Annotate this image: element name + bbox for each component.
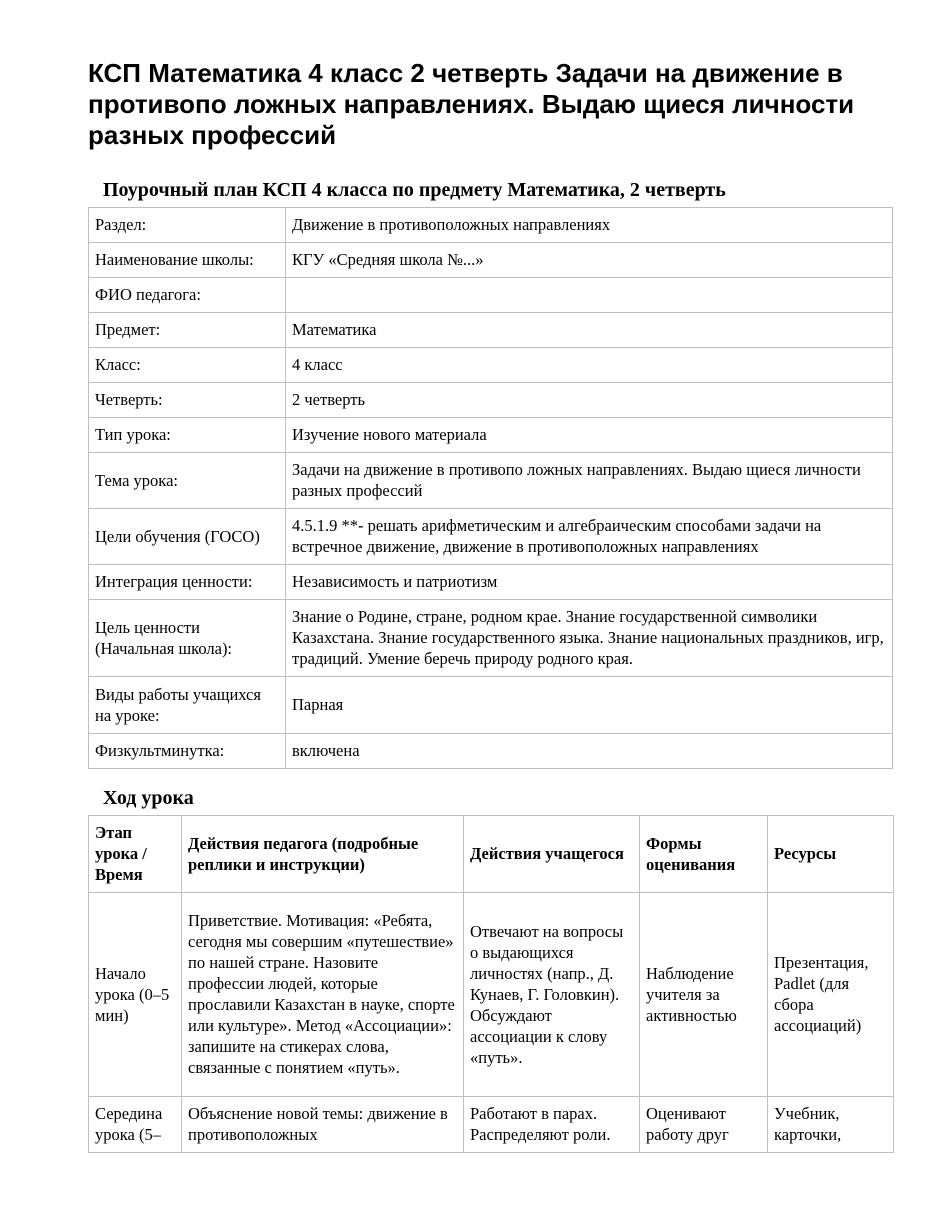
info-value: Независимость и патриотизм — [286, 565, 893, 600]
plan-cell-teacher: Объяснение новой темы: движение в противоположных — [182, 1097, 464, 1153]
info-row — [89, 348, 893, 383]
info-row — [89, 677, 893, 734]
info-value: 4 класс — [286, 348, 893, 383]
plan-heading: Поурочный план КСП 4 класса по предмету Математика, 2 четверть — [103, 179, 726, 201]
plan-cell-resources: Презентация, Padlet (для сбора ассоциаций) — [768, 893, 894, 1097]
plan-cell-student: Работают в парах. Распределяют роли. — [464, 1097, 640, 1153]
plan-cell-assessment: Оценивают работу друг — [640, 1097, 768, 1153]
info-label: Предмет: — [89, 313, 286, 348]
info-row — [89, 313, 893, 348]
info-value: Задачи на движение в противопо ложных направлениях. Выдаю щиеся личности разных профессий — [286, 453, 893, 509]
info-value — [286, 278, 893, 313]
info-value: 4.5.1.9 **- решать арифметическим и алгебраическим способами задачи на встречное движение, движение в противоположных направлениях — [286, 509, 893, 565]
info-row — [89, 383, 893, 418]
plan-cell-assessment: Наблюдение учителя за активностью — [640, 893, 768, 1097]
info-row — [89, 453, 893, 509]
plan-cell-stage: Середина урока (5– — [89, 1097, 182, 1153]
info-row — [89, 509, 893, 565]
info-value: включена — [286, 734, 893, 769]
header-student-actions: Действия учащегося — [464, 816, 640, 893]
plan-header-row — [89, 816, 894, 893]
plan-row — [89, 1097, 894, 1153]
info-row — [89, 208, 893, 243]
info-value: 2 четверть — [286, 383, 893, 418]
lesson-plan-table — [88, 815, 894, 1153]
info-row — [89, 734, 893, 769]
document-title: КСП Математика 4 класс 2 четверть Задачи на движение в противопо ложных направлениях. Выдаю щиеся личности разных профессий — [88, 58, 855, 150]
plan-cell-teacher: Приветствие. Мотивация: «Ребята, сегодня мы совершим «путешествие» по нашей стране. Назовите профессии людей, которые прославили Казахстан в науке, спорте или культуре». Метод «Ассоциации»: запишите на стикерах слова, связанные с понятием «путь». — [182, 893, 464, 1097]
lesson-info-table — [88, 207, 893, 769]
info-row — [89, 600, 893, 677]
plan-row — [89, 893, 894, 1097]
header-assessment: Формы оценивания — [640, 816, 768, 893]
info-row — [89, 243, 893, 278]
info-label: Цель ценности (Начальная школа): — [89, 600, 286, 677]
info-label: Четверть: — [89, 383, 286, 418]
lesson-heading: Ход урока — [103, 787, 194, 809]
info-label: Раздел: — [89, 208, 286, 243]
info-row — [89, 565, 893, 600]
info-label: Наименование школы: — [89, 243, 286, 278]
info-row — [89, 418, 893, 453]
info-value: КГУ «Средняя школа №...» — [286, 243, 893, 278]
document-page — [88, 58, 893, 1153]
header-resources: Ресурсы — [768, 816, 894, 893]
info-label: Цели обучения (ГОСО) — [89, 509, 286, 565]
info-label: Класс: — [89, 348, 286, 383]
plan-cell-student: Отвечают на вопросы о выдающихся личностях (напр., Д. Кунаев, Г. Головкин). Обсуждают ассоциации к слову «путь». — [464, 893, 640, 1097]
info-value: Математика — [286, 313, 893, 348]
info-label: Интеграция ценности: — [89, 565, 286, 600]
info-label: Физкультминутка: — [89, 734, 286, 769]
info-label: Тема урока: — [89, 453, 286, 509]
info-value: Изучение нового материала — [286, 418, 893, 453]
header-teacher-actions: Действия педагога (подробные реплики и инструкции) — [182, 816, 464, 893]
plan-cell-resources: Учебник, карточки, — [768, 1097, 894, 1153]
info-label: Тип урока: — [89, 418, 286, 453]
header-stage: Этап урока / Время — [89, 816, 182, 893]
info-label: Виды работы учащихся на уроке: — [89, 677, 286, 734]
info-label: ФИО педагога: — [89, 278, 286, 313]
info-value: Движение в противоположных направлениях — [286, 208, 893, 243]
info-row — [89, 278, 893, 313]
info-value: Знание о Родине, стране, родном крае. Знание государственной символики Казахстана. Знание государственного языка. Знание национальных праздников, игр, традиций. Умение беречь природу родного края. — [286, 600, 893, 677]
plan-cell-stage: Начало урока (0–5 мин) — [89, 893, 182, 1097]
info-value: Парная — [286, 677, 893, 734]
